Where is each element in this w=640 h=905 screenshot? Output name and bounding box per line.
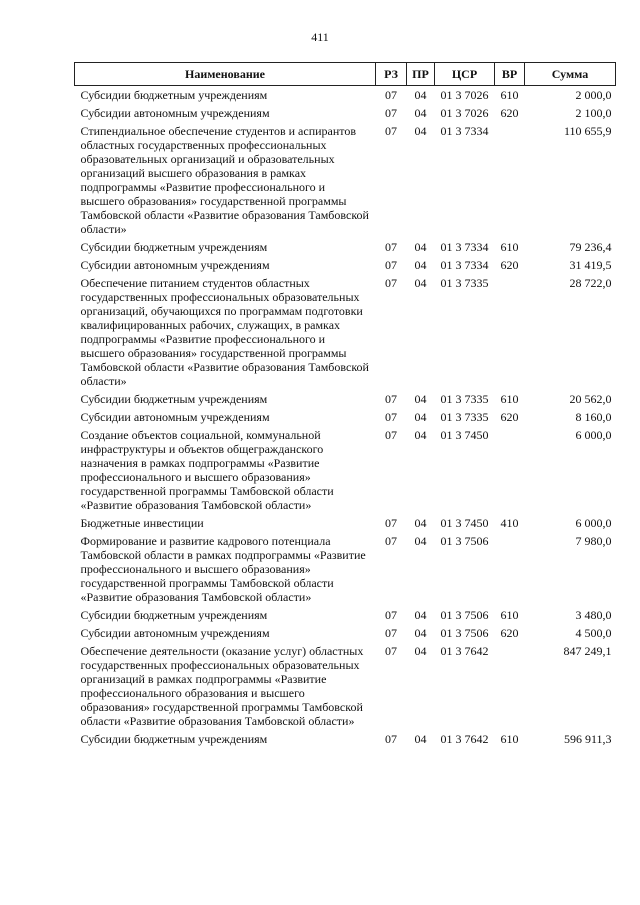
cell-csr: 01 3 7026 bbox=[440, 88, 489, 102]
cell-csr: 01 3 7506 bbox=[440, 608, 489, 622]
cell-vr: 610 bbox=[500, 732, 519, 746]
cell-sum: 79 236,4 bbox=[569, 240, 612, 254]
cell-pr: 04 bbox=[414, 608, 427, 622]
cell-sum: 8 160,0 bbox=[575, 410, 612, 424]
cell-csr: 01 3 7334 bbox=[440, 124, 489, 138]
cell-vr: 610 bbox=[500, 608, 519, 622]
cell-vr bbox=[495, 532, 525, 606]
cell-pr: 04 bbox=[414, 240, 427, 254]
cell-sum: 2 100,0 bbox=[575, 106, 612, 120]
cell-pr: 04 bbox=[414, 410, 427, 424]
header-vr: ВР bbox=[495, 63, 525, 86]
cell-pr: 04 bbox=[414, 276, 427, 290]
cell-rz: 07 bbox=[385, 88, 397, 102]
cell-pr: 04 bbox=[414, 106, 427, 120]
table-row bbox=[75, 532, 616, 606]
cell-rz: 07 bbox=[385, 534, 397, 548]
cell-rz: 07 bbox=[385, 516, 397, 530]
cell-name: Обеспечение питанием студентов областных государственных профессиональных образовательных организаций, обучающихся по программам подготовки квалифицированных рабочих, служащих, в рамках подпрограммы «Развитие профессионального и высшего образования» государственной программы Тамбовской области «Развитие образования Тамбовской области» bbox=[80, 276, 369, 388]
cell-rz: 07 bbox=[385, 410, 397, 424]
cell-sum: 596 911,3 bbox=[563, 732, 612, 746]
cell-csr: 01 3 7334 bbox=[440, 240, 489, 254]
cell-name: Субсидии автономным учреждениям bbox=[80, 626, 270, 640]
cell-pr: 04 bbox=[414, 392, 427, 406]
cell-vr: 620 bbox=[500, 258, 519, 272]
cell-vr: 620 bbox=[500, 410, 519, 424]
cell-rz: 07 bbox=[385, 626, 397, 640]
cell-vr: 610 bbox=[500, 88, 519, 102]
cell-name: Создание объектов социальной, коммунальной инфраструктуры и объектов общегражданского назначения в рамках подпрограммы «Развитие профессионального и высшего образования» государственной программы Тамбовской области «Развитие образования Тамбовской области» bbox=[80, 428, 334, 512]
cell-vr: 610 bbox=[500, 240, 519, 254]
cell-sum: 110 655,9 bbox=[563, 124, 612, 138]
cell-rz: 07 bbox=[385, 258, 397, 272]
cell-sum: 2 000,0 bbox=[575, 88, 612, 102]
cell-csr: 01 3 7450 bbox=[440, 516, 489, 530]
table-row bbox=[75, 730, 616, 748]
cell-rz: 07 bbox=[385, 124, 397, 138]
header-csr: ЦСР bbox=[435, 63, 495, 86]
cell-pr: 04 bbox=[414, 258, 427, 272]
cell-sum: 28 722,0 bbox=[569, 276, 612, 290]
cell-name: Субсидии бюджетным учреждениям bbox=[80, 88, 268, 102]
cell-vr: 620 bbox=[500, 106, 519, 120]
cell-pr: 04 bbox=[414, 644, 427, 658]
cell-csr: 01 3 7335 bbox=[440, 410, 489, 424]
cell-pr: 04 bbox=[414, 88, 427, 102]
header-sum: Сумма bbox=[525, 63, 616, 86]
cell-name: Субсидии автономным учреждениям bbox=[80, 410, 270, 424]
table-row bbox=[75, 624, 616, 642]
cell-rz: 07 bbox=[385, 240, 397, 254]
cell-vr: 610 bbox=[500, 392, 519, 406]
cell-csr: 01 3 7335 bbox=[440, 392, 489, 406]
cell-vr: 410 bbox=[500, 516, 519, 530]
cell-csr: 01 3 7026 bbox=[440, 106, 489, 120]
cell-sum: 3 480,0 bbox=[575, 608, 612, 622]
table-row bbox=[75, 86, 616, 105]
table-row bbox=[75, 514, 616, 532]
cell-name: Субсидии автономным учреждениям bbox=[80, 106, 270, 120]
cell-name: Субсидии бюджетным учреждениям bbox=[80, 392, 268, 406]
cell-rz: 07 bbox=[385, 732, 397, 746]
cell-pr: 04 bbox=[414, 516, 427, 530]
cell-csr: 01 3 7335 bbox=[440, 276, 489, 290]
table-row bbox=[75, 642, 616, 730]
cell-sum: 6 000,0 bbox=[575, 428, 612, 442]
cell-csr: 01 3 7642 bbox=[440, 732, 489, 746]
header-rz: РЗ bbox=[376, 63, 407, 86]
table-row bbox=[75, 256, 616, 274]
cell-name: Субсидии автономным учреждениям bbox=[80, 258, 270, 272]
cell-vr bbox=[495, 274, 525, 390]
cell-pr: 04 bbox=[414, 428, 427, 442]
header-name: Наименование bbox=[75, 63, 376, 86]
cell-pr: 04 bbox=[414, 732, 427, 746]
page-number: 411 bbox=[311, 30, 329, 44]
cell-pr: 04 bbox=[414, 626, 427, 640]
table-row bbox=[75, 426, 616, 514]
cell-name: Обеспечение деятельности (оказание услуг) областных государственных профессиональных образовательных организаций в рамках подпрограммы «Развитие профессионального образования и высшего образования» государственной программы Тамбовской области «Развитие образования Тамбовской области» bbox=[80, 644, 364, 728]
table-row bbox=[75, 238, 616, 256]
cell-csr: 01 3 7450 bbox=[440, 428, 489, 442]
cell-pr: 04 bbox=[414, 534, 427, 548]
cell-name: Бюджетные инвестиции bbox=[80, 516, 204, 530]
table-body bbox=[75, 86, 616, 749]
cell-rz: 07 bbox=[385, 644, 397, 658]
cell-rz: 07 bbox=[385, 608, 397, 622]
table-row bbox=[75, 122, 616, 238]
cell-csr: 01 3 7506 bbox=[440, 534, 489, 548]
cell-name: Стипендиальное обеспечение студентов и аспирантов областных государственных профессиональных образовательных организаций и образовательных организаций высшего образования в рамках подпрограммы «Развитие профессионального и высшего образования» государственной программы Тамбовской области «Развитие образования Тамбовской области» bbox=[80, 124, 369, 236]
table-row bbox=[75, 408, 616, 426]
cell-sum: 31 419,5 bbox=[569, 258, 612, 272]
cell-rz: 07 bbox=[385, 276, 397, 290]
table-row bbox=[75, 274, 616, 390]
cell-sum: 20 562,0 bbox=[569, 392, 612, 406]
cell-vr bbox=[495, 122, 525, 238]
budget-table bbox=[74, 62, 616, 748]
cell-sum: 7 980,0 bbox=[575, 534, 612, 548]
table-row bbox=[75, 606, 616, 624]
cell-pr: 04 bbox=[414, 124, 427, 138]
cell-vr bbox=[495, 426, 525, 514]
cell-sum: 4 500,0 bbox=[575, 626, 612, 640]
header-pr: ПР bbox=[407, 63, 435, 86]
cell-csr: 01 3 7642 bbox=[440, 644, 489, 658]
cell-vr: 620 bbox=[500, 626, 519, 640]
cell-csr: 01 3 7506 bbox=[440, 626, 489, 640]
cell-csr: 01 3 7334 bbox=[440, 258, 489, 272]
cell-name: Формирование и развитие кадрового потенциала Тамбовской области в рамках подпрограммы «Развитие профессионального и высшего образования» государственной программы Тамбовской области «Развитие образования Тамбовской области» bbox=[80, 534, 366, 604]
cell-name: Субсидии бюджетным учреждениям bbox=[80, 240, 268, 254]
cell-rz: 07 bbox=[385, 428, 397, 442]
cell-vr bbox=[495, 642, 525, 730]
table-row bbox=[75, 104, 616, 122]
cell-rz: 07 bbox=[385, 106, 397, 120]
cell-name: Субсидии бюджетным учреждениям bbox=[80, 732, 268, 746]
cell-rz: 07 bbox=[385, 392, 397, 406]
cell-sum: 6 000,0 bbox=[575, 516, 612, 530]
table-header-row bbox=[75, 63, 616, 86]
cell-name: Субсидии бюджетным учреждениям bbox=[80, 608, 268, 622]
cell-sum: 847 249,1 bbox=[563, 644, 612, 658]
table-row bbox=[75, 390, 616, 408]
